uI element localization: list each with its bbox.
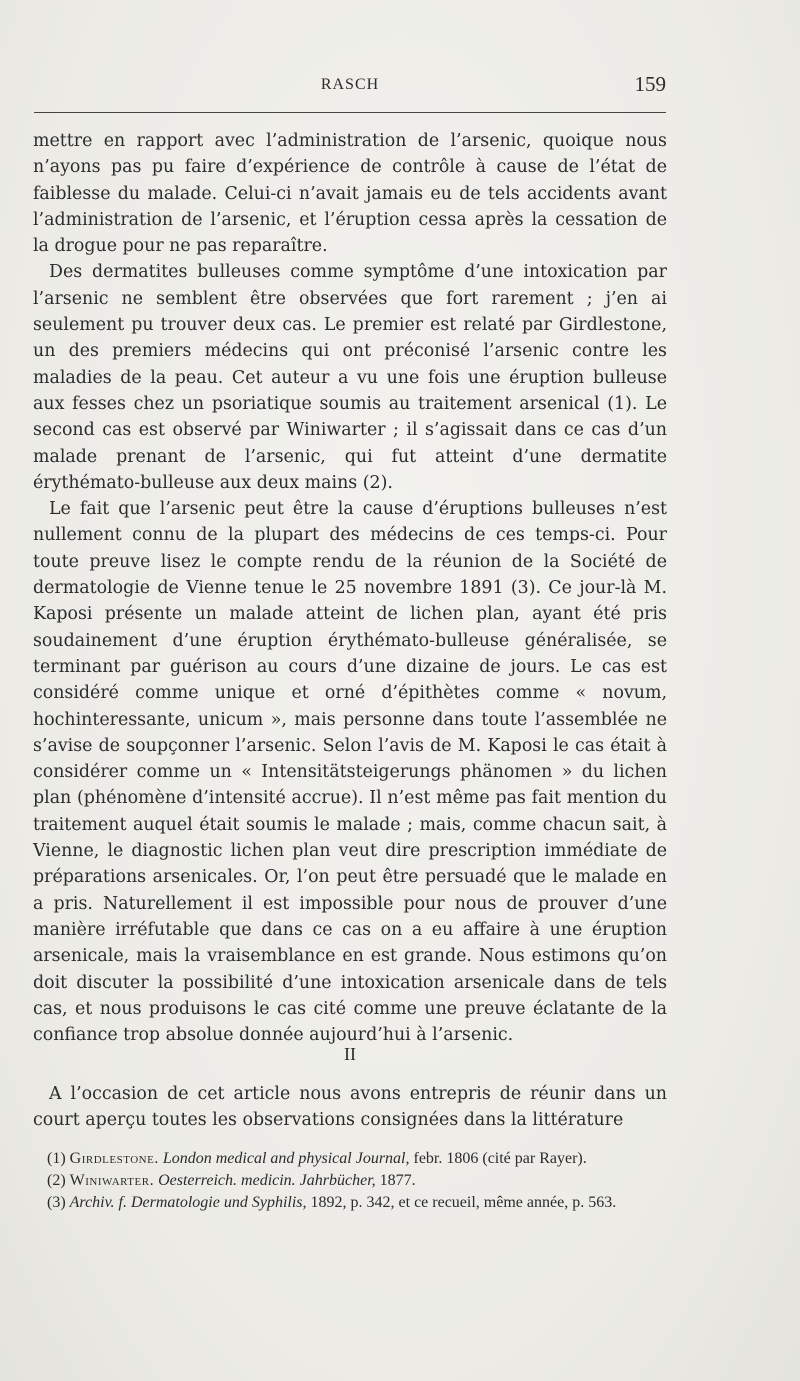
footnote-author: Winiwarter. <box>69 1172 155 1189</box>
footnote-marker: (3) <box>47 1194 66 1211</box>
footnote-marker: (2) <box>47 1172 66 1189</box>
footnote-1 <box>33 1148 667 1170</box>
main-text <box>33 128 667 1048</box>
footnote-author: Girdlestone. <box>69 1150 159 1167</box>
footnotes <box>33 1148 667 1214</box>
footnote-details: 1892, p. 342, et ce recueil, même année, p. 563. <box>310 1194 617 1211</box>
section-text <box>33 1081 667 1134</box>
page-header <box>34 72 666 102</box>
paragraph-section-two: A l’occasion de cet article nous avons entrepris de réunir dans un court aperçu toutes les observations consignées dans la littérature <box>33 1084 667 1131</box>
footnote-2 <box>33 1170 667 1192</box>
paragraph-bullous-dermatitis: Des dermatites bulleuses comme symptôme d’une intoxication par l’arsenic ne semblent être observées que fort rarement ; j’en ai seulement pu trouver deux cas. Le premier est relaté par Girdlestone, un des premiers médecins qui ont préconisé l’arsenic contre les maladies de la peau. Cet auteur a vu une fois une éruption bulleuse aux fesses chez un psoriatique soumis au traitement arsenical (1). Le second cas est observé par Winiwarter ; il s’agissait dans ce cas d’un malade prenant de l’arsenic, qui fut atteint d’une dermatite érythémato-bulleuse aux deux mains (2). <box>33 262 667 493</box>
paragraph-continued: mettre en rapport avec l’administration de l’arsenic, quoique nous n’ayons pas pu faire d’expérience de contrôle à cause de l’état de faiblesse du malade. Celui-ci n’avait jamais eu de tels accidents avant l’administration de l’arsenic, et l’éruption cessa après la cessation de la drogue pour ne pas reparaître. <box>33 131 667 257</box>
footnote-details: febr. 1806 (cité par Rayer). <box>413 1150 587 1167</box>
section-heading: II <box>344 1044 356 1064</box>
running-head: RASCH <box>320 76 380 93</box>
footnote-details: 1877. <box>379 1172 416 1189</box>
paragraph-vienna-case: Le fait que l’arsenic peut être la cause d’éruptions bulleuses n’est nullement connu de la plupart des médecins de ces temps-ci. Pour toute preuve lisez le compte rendu de la réunion de la Société de dermatologie de Vienne tenue le 25 novembre 1891 (3). Ce jour-là M. Kaposi présente un malade atteint de lichen plan, ayant été pris soudainement d’une éruption érythémato-bulleuse généralisée, se terminant par guérison au cours d’une dizaine de jours. Le cas est considéré comme unique et orné d’épithètes comme « novum, hochinteressante, unicum », mais personne dans toute l’assemblée ne s’avise de soupçonner l’arsenic. Selon l’avis de M. Kaposi le cas était à considérer comme un « Intensitätsteigerungs phänomen » du lichen plan (phénomène d’intensité accrue). Il n’est même pas fait mention du traitement auquel était soumis le malade ; mais, comme chacun sait, à Vienne, le diagnostic lichen plan veut dire prescription immédiate de préparations arsenicales. Or, l’on peut être persuadé que le malade en a pris. Naturellement il est impossible pour nous de prouver d’une manière irréfutable que dans ce cas on a eu affaire à une éruption arsenicale, mais la vraisemblance en est grande. Nous estimons qu’on doit discuter la possibilité d’une intoxication arsenicale dans de tels cas, et nous produisons le cas cité comme une preuve éclatante de la confiance trop absolue donnée aujourd’hui à l’arsenic. <box>33 499 667 1046</box>
header-rule <box>34 112 666 113</box>
footnote-3 <box>33 1192 667 1214</box>
page-number: 159 <box>634 72 666 96</box>
footnote-journal: London medical and physical Journal, <box>162 1150 410 1167</box>
footnote-journal: Oesterreich. medicin. Jahrbücher, <box>158 1172 376 1189</box>
footnote-journal: Archiv. f. Dermatologie und Syphilis, <box>69 1194 307 1211</box>
footnote-marker: (1) <box>47 1150 66 1167</box>
